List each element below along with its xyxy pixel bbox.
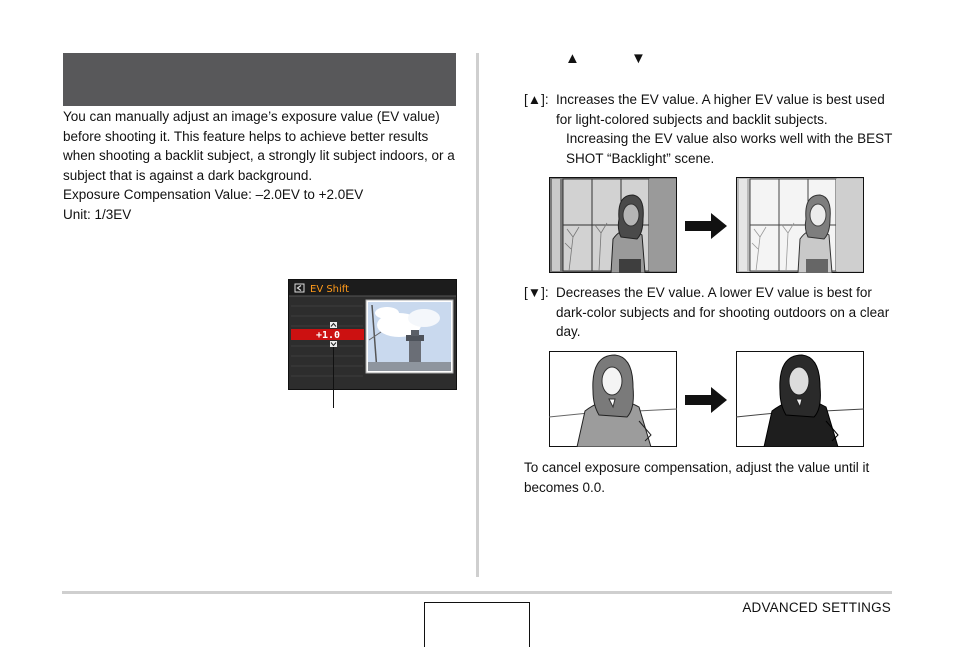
increase-description (524, 90, 894, 168)
decrease-example (549, 351, 865, 447)
intro-paragraph: You can manually adjust an image’s exposure value (EV value) before shooting it. This feature helps to achieve better results when shooting a backlit subject, a strongly lit subject indoors, or a subject that is against a dark background. (63, 109, 455, 183)
before-photo-bright (549, 351, 677, 447)
increase-example (549, 177, 865, 273)
up-chevron-icon (330, 322, 337, 328)
right-arrow-icon (685, 213, 727, 239)
callout-line (333, 347, 334, 408)
right-arrow-icon (685, 387, 727, 413)
preview-image (366, 300, 453, 373)
section-heading-bar (63, 53, 456, 106)
after-photo-darker (736, 351, 864, 447)
arrow-keys (565, 50, 655, 68)
up-arrow-icon: ▲ (565, 50, 580, 67)
after-photo-brighter (736, 177, 864, 273)
footer-rule (62, 591, 892, 594)
footer-section-label: ADVANCED SETTINGS (742, 600, 891, 615)
ev-unit: Unit: 1/3EV (63, 206, 132, 222)
camera-screen-title: EV Shift (310, 284, 350, 295)
increase-note: Increasing the EV value also works well with the BEST SHOT “Backlight” scene. (566, 131, 893, 166)
down-arrow-icon: ▼ (631, 50, 646, 67)
decrease-key: [▼]: (524, 285, 549, 300)
decrease-description (524, 283, 894, 342)
decrease-text: Decreases the EV value. A lower EV value is best for dark-color subjects and for shooting outdoors on a clear day. (556, 285, 890, 339)
before-photo-backlit (549, 177, 677, 273)
intro-text (63, 107, 463, 224)
increase-key: [▲]: (524, 92, 549, 107)
ev-range: Exposure Compensation Value: –2.0EV to +2.0EV (63, 187, 364, 202)
increase-text: Increases the EV value. A higher EV value is best used for light-colored subjects and backlit subjects. (556, 92, 885, 127)
camera-ev-shift-screen (288, 279, 457, 390)
column-divider (476, 53, 479, 577)
ev-value: +1.0 (316, 330, 341, 341)
cancel-instructions: To cancel exposure compensation, adjust the value until it becomes 0.0. (524, 460, 870, 495)
page-number-box (424, 602, 530, 647)
